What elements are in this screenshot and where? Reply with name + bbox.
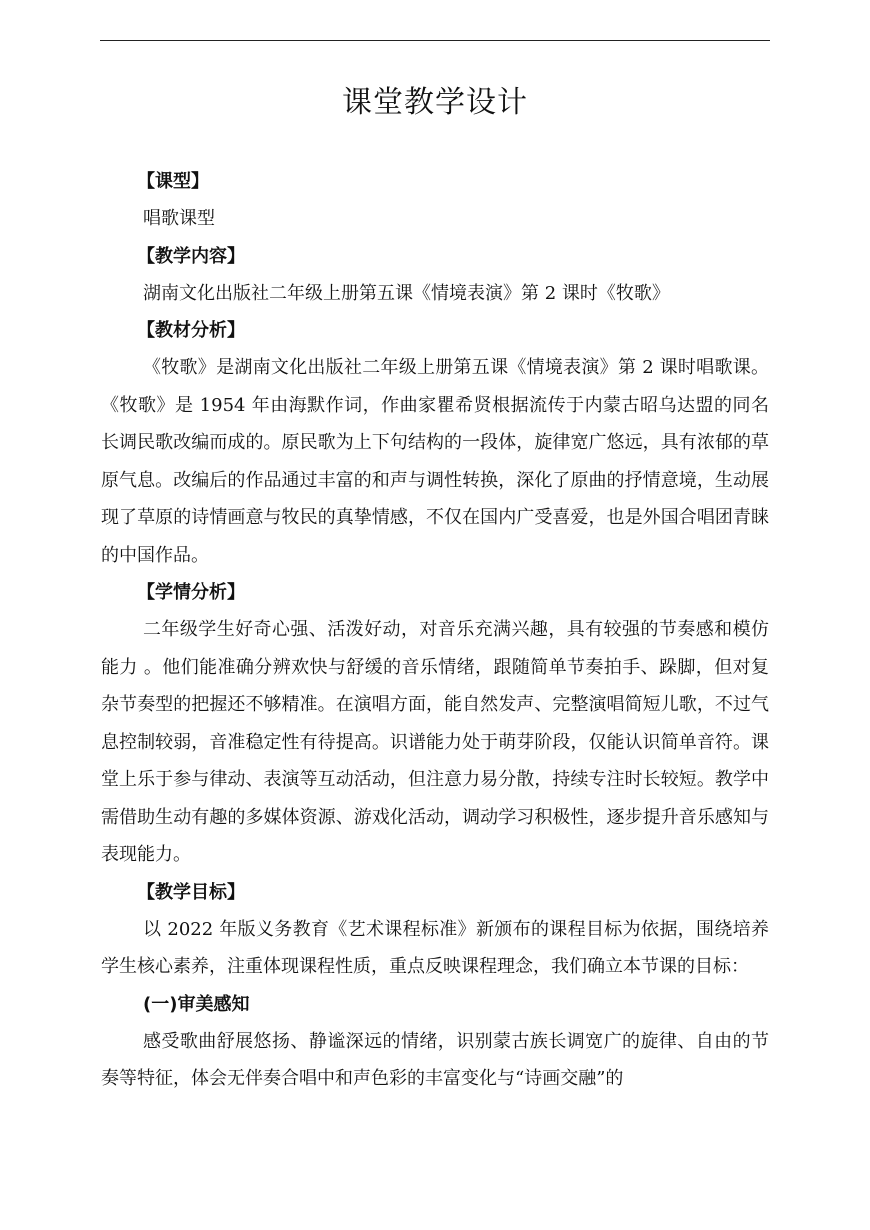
- student-analysis-heading: 【学情分析】: [137, 582, 245, 603]
- teaching-objectives-heading: 【教学目标】: [137, 881, 245, 903]
- aesthetic-perception-heading: (一)审美感知: [143, 993, 250, 1015]
- lesson-type-heading: 【课型】: [137, 171, 209, 192]
- header-rule: [100, 40, 770, 41]
- aesthetic-perception-text: 感受歌曲舒展悠扬、静谧深远的情绪，识别蒙古族长调宽广的旋律、自由的节奏等特征，体会无伴奏合唱中和声色彩的丰富变化与“诗画交融”的: [101, 1030, 769, 1089]
- material-analysis-text: 《牧歌》是湖南文化出版社二年级上册第五课《情境表演》第 2 课时唱歌课。《牧歌》是 1954 年由海默作词，作曲家瞿希贤根据流传于内蒙古昭乌达盟的同名长调民歌改编而成的。原民歌为上下句结构的一段体，旋律宽广悠远，具有浓郁的草原气息。改编后的作品通过丰富的和声与调性转换，深化了原曲的抒情意境，生动展现了草原的诗情画意与牧民的真挚情感，不仅在国内广受喜爱，也是外国合唱团青睐的中国作品。: [101, 357, 769, 566]
- material-analysis-heading: 【教材分析】: [137, 320, 245, 341]
- document-title: 课堂教学设计: [342, 85, 528, 120]
- student-analysis-text: 二年级学生好奇心强、活泼好动，对音乐充满兴趣，具有较强的节奏感和模仿能力 。他们能准确分辨欢快与舒缓的音乐情绪，跟随简单节奏拍手、跺脚，但对复杂节奏型的把握还不够精准。在演唱方面，能自然发声、完整演唱简短儿歌，不过气息控制较弱，音准稳定性有待提高。识谱能力处于萌芽阶段，仅能认识简单音符。课堂上乐于参与律动、表演等互动活动，但注意力易分散，持续专注时长较短。教学中需借助生动有趣的多媒体资源、游戏化活动，调动学习积极性，逐步提升音乐感知与表现能力。: [101, 619, 769, 865]
- lesson-type-text: 唱歌课型: [143, 208, 215, 229]
- document-body: [101, 163, 769, 1098]
- teaching-content-heading: 【教学内容】: [137, 245, 245, 267]
- teaching-content-text: 湖南文化出版社二年级上册第五课《情境表演》第 2 课时《牧歌》: [143, 282, 670, 304]
- teaching-objectives-intro: 以 2022 年版义务教育《艺术课程标准》新颁布的课程目标为依据，围绕培养学生核心素养，注重体现课程性质，重点反映课程理念，我们确立本节课的目标：: [101, 918, 769, 977]
